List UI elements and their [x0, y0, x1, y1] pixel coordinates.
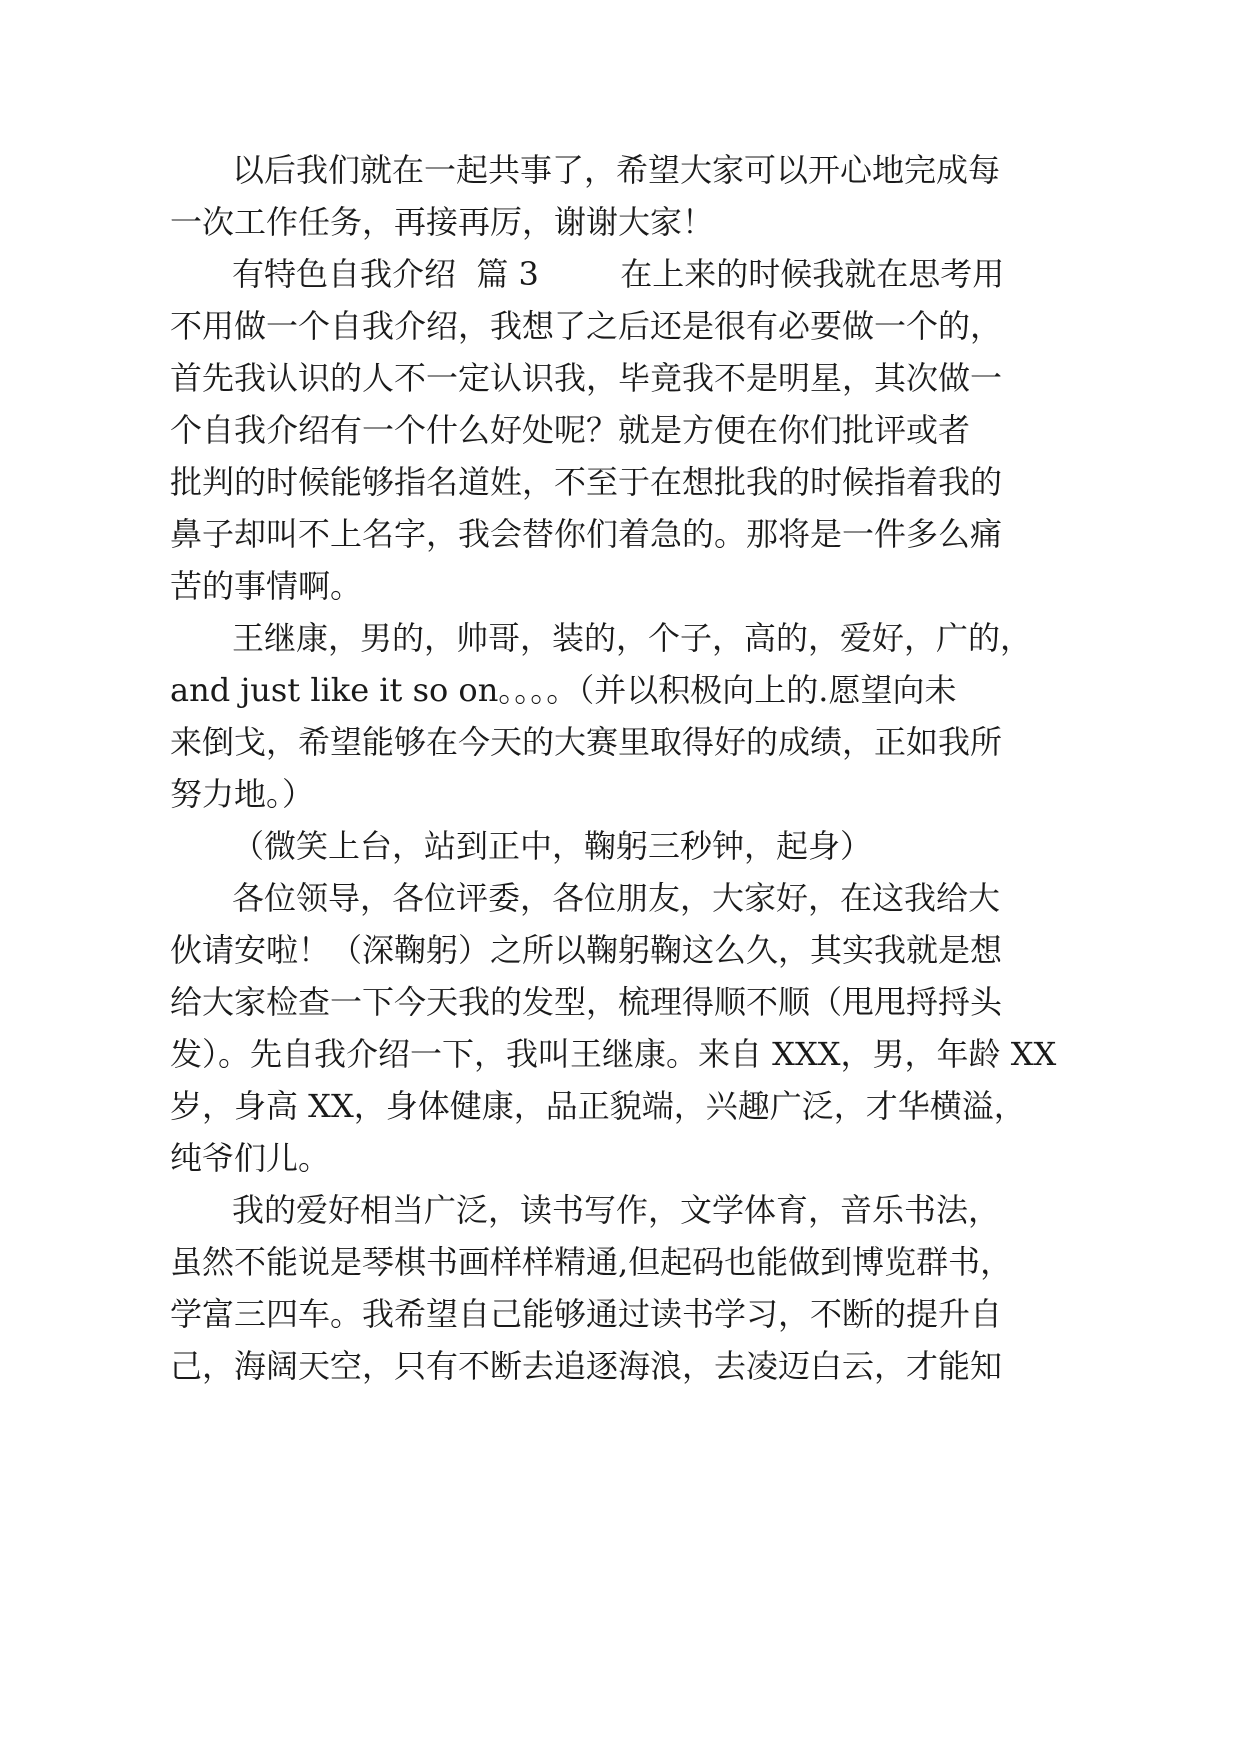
- text-line-6: 个自我介绍有一个什么好处呢？就是方便在你们批评或者: [170, 411, 971, 449]
- text-line-16: 伙请安啦！（深鞠躬）之所以鞠躬鞠这么久，其实我就是想: [170, 931, 1003, 969]
- text-line-8: 鼻子却叫不上名字，我会替你们着急的。那将是一件多么痛: [170, 515, 1003, 553]
- text-line-9: 苦的事情啊。: [170, 567, 363, 605]
- text-line-22: 虽然不能说是琴棋书画样样精通,但起码也能做到博览群书，: [170, 1243, 1013, 1281]
- text-line-14: （微笑上台，站到正中，鞠躬三秒钟，起身）: [232, 827, 873, 865]
- text-line-5: 首先我认识的人不一定认识我，毕竟我不是明星，其次做一: [170, 359, 1003, 397]
- section-heading-line: 有特色自我介绍 篇 3 在上来的时候我就在思考用: [232, 255, 1005, 293]
- text-line-10: 王继康，男的，帅哥，装的，个子，高的，爱好，广的，: [232, 619, 1033, 657]
- text-line-24: 己，海阔天空，只有不断去追逐海浪，去凌迈白云，才能知: [170, 1347, 1003, 1385]
- text-line-13: 努力地。）: [170, 775, 315, 813]
- text-line-2: 一次工作任务，再接再厉，谢谢大家！: [170, 203, 715, 241]
- text-line-11: and just like it so on。。。。（并以积极向上的.愿望向未: [170, 671, 957, 709]
- text-line-12: 来倒戈，希望能够在今天的大赛里取得好的成绩，正如我所: [170, 723, 1003, 761]
- text-line-7: 批判的时候能够指名道姓，不至于在想批我的时候指着我的: [170, 463, 1003, 501]
- text-line-19: 岁，身高 XX，身体健康，品正貌端，兴趣广泛，才华横溢，: [170, 1087, 1026, 1125]
- text-line-23: 学富三四车。我希望自己能够通过读书学习，不断的提升自: [170, 1295, 1003, 1333]
- text-line-4: 不用做一个自我介绍，我想了之后还是很有必要做一个的，: [170, 307, 1003, 345]
- text-line-20: 纯爷们儿。: [170, 1139, 331, 1177]
- text-line-15: 各位领导，各位评委，各位朋友，大家好，在这我给大: [232, 879, 1001, 917]
- text-line-21: 我的爱好相当广泛，读书写作，文学体育，音乐书法，: [232, 1191, 1001, 1229]
- text-line-18: 发）。先自我介绍一下，我叫王继康。来自 XXX，男，年龄 XX: [170, 1035, 1057, 1073]
- text-line-17: 给大家检查一下今天我的发型，梳理得顺不顺（甩甩捋捋头: [170, 983, 1003, 1021]
- text-line-1: 以后我们就在一起共事了，希望大家可以开心地完成每: [232, 151, 1001, 189]
